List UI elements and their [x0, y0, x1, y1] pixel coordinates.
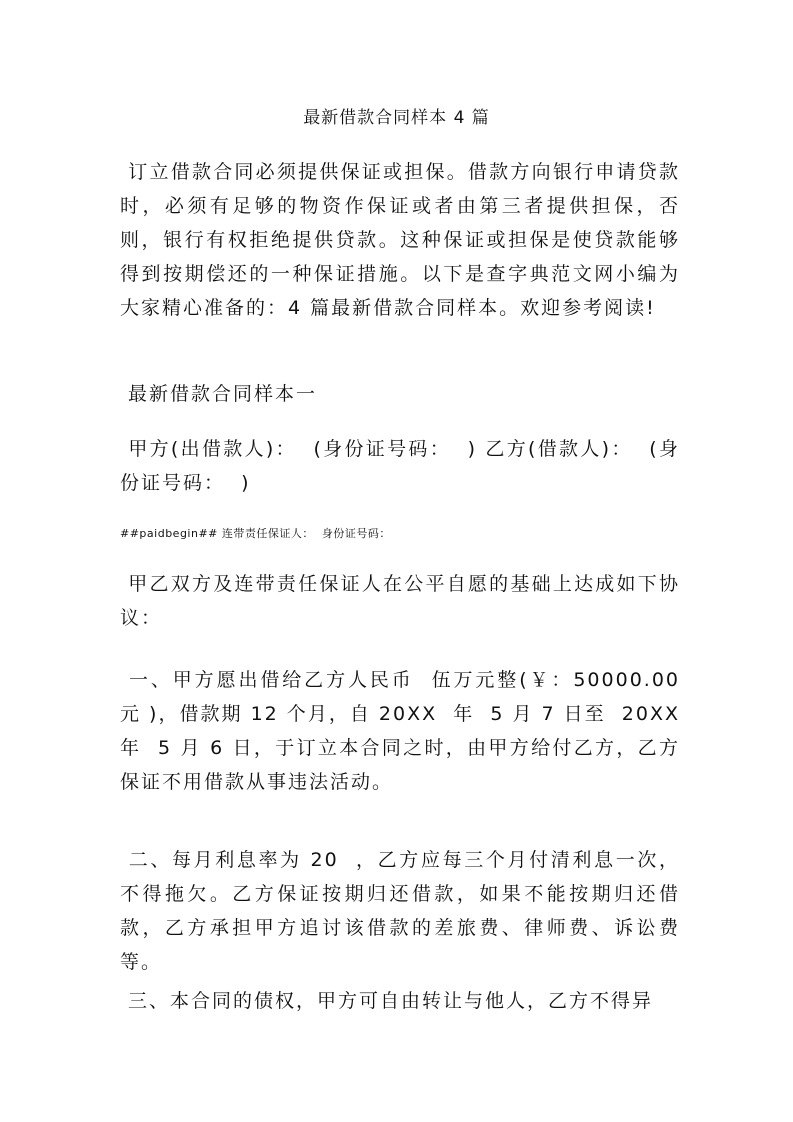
clause-two-paragraph: 二、每月利息率为 20 ，乙方应每三个月付清利息一次，不得拖欠。乙方保证按期归还借款，如果不能按期归还借款，乙方承担甲方追讨该借款的差旅费、律师费、诉讼费等。	[120, 849, 680, 973]
clause-three-paragraph: 三、本合同的债权，甲方可自由转让与他人，乙方不得异	[120, 990, 654, 1012]
agreement-paragraph: 甲乙双方及连带责任保证人在公平自愿的基础上达成如下协议：	[120, 573, 680, 629]
section-heading: 最新借款合同样本一	[120, 383, 318, 405]
intro-paragraph: 订立借款合同必须提供保证或担保。借款方向银行申请贷款时，必须有足够的物资作保证或者由第三者提供担保，否则，银行有权拒绝提供贷款。这种保证或担保是使贷款能够得到按期偿还的一种保证措施。以下是查字典范文网小编为大家精心准备的：4 篇最新借款合同样本。欢迎参考阅读!	[120, 161, 680, 319]
document-title: 最新借款合同样本 4 篇	[303, 108, 490, 128]
paid-marker-line: ##paidbegin## 连带责任保证人： 身份证号码：	[120, 527, 391, 540]
clause-one-paragraph: 一、甲方愿出借给乙方人民币 伍万元整(￥：50000.00 元 )，借款期 12 个月，自 20XX 年 5 月 7 日至 20XX 年 5 月 6 日，于订立本合同之时，由甲方给付乙方，乙方保证不用借款从事违法活动。	[120, 669, 697, 793]
parties-paragraph: 甲方(出借款人)： (身份证号码： ) 乙方(借款人)： (身份证号码： )	[120, 438, 680, 494]
